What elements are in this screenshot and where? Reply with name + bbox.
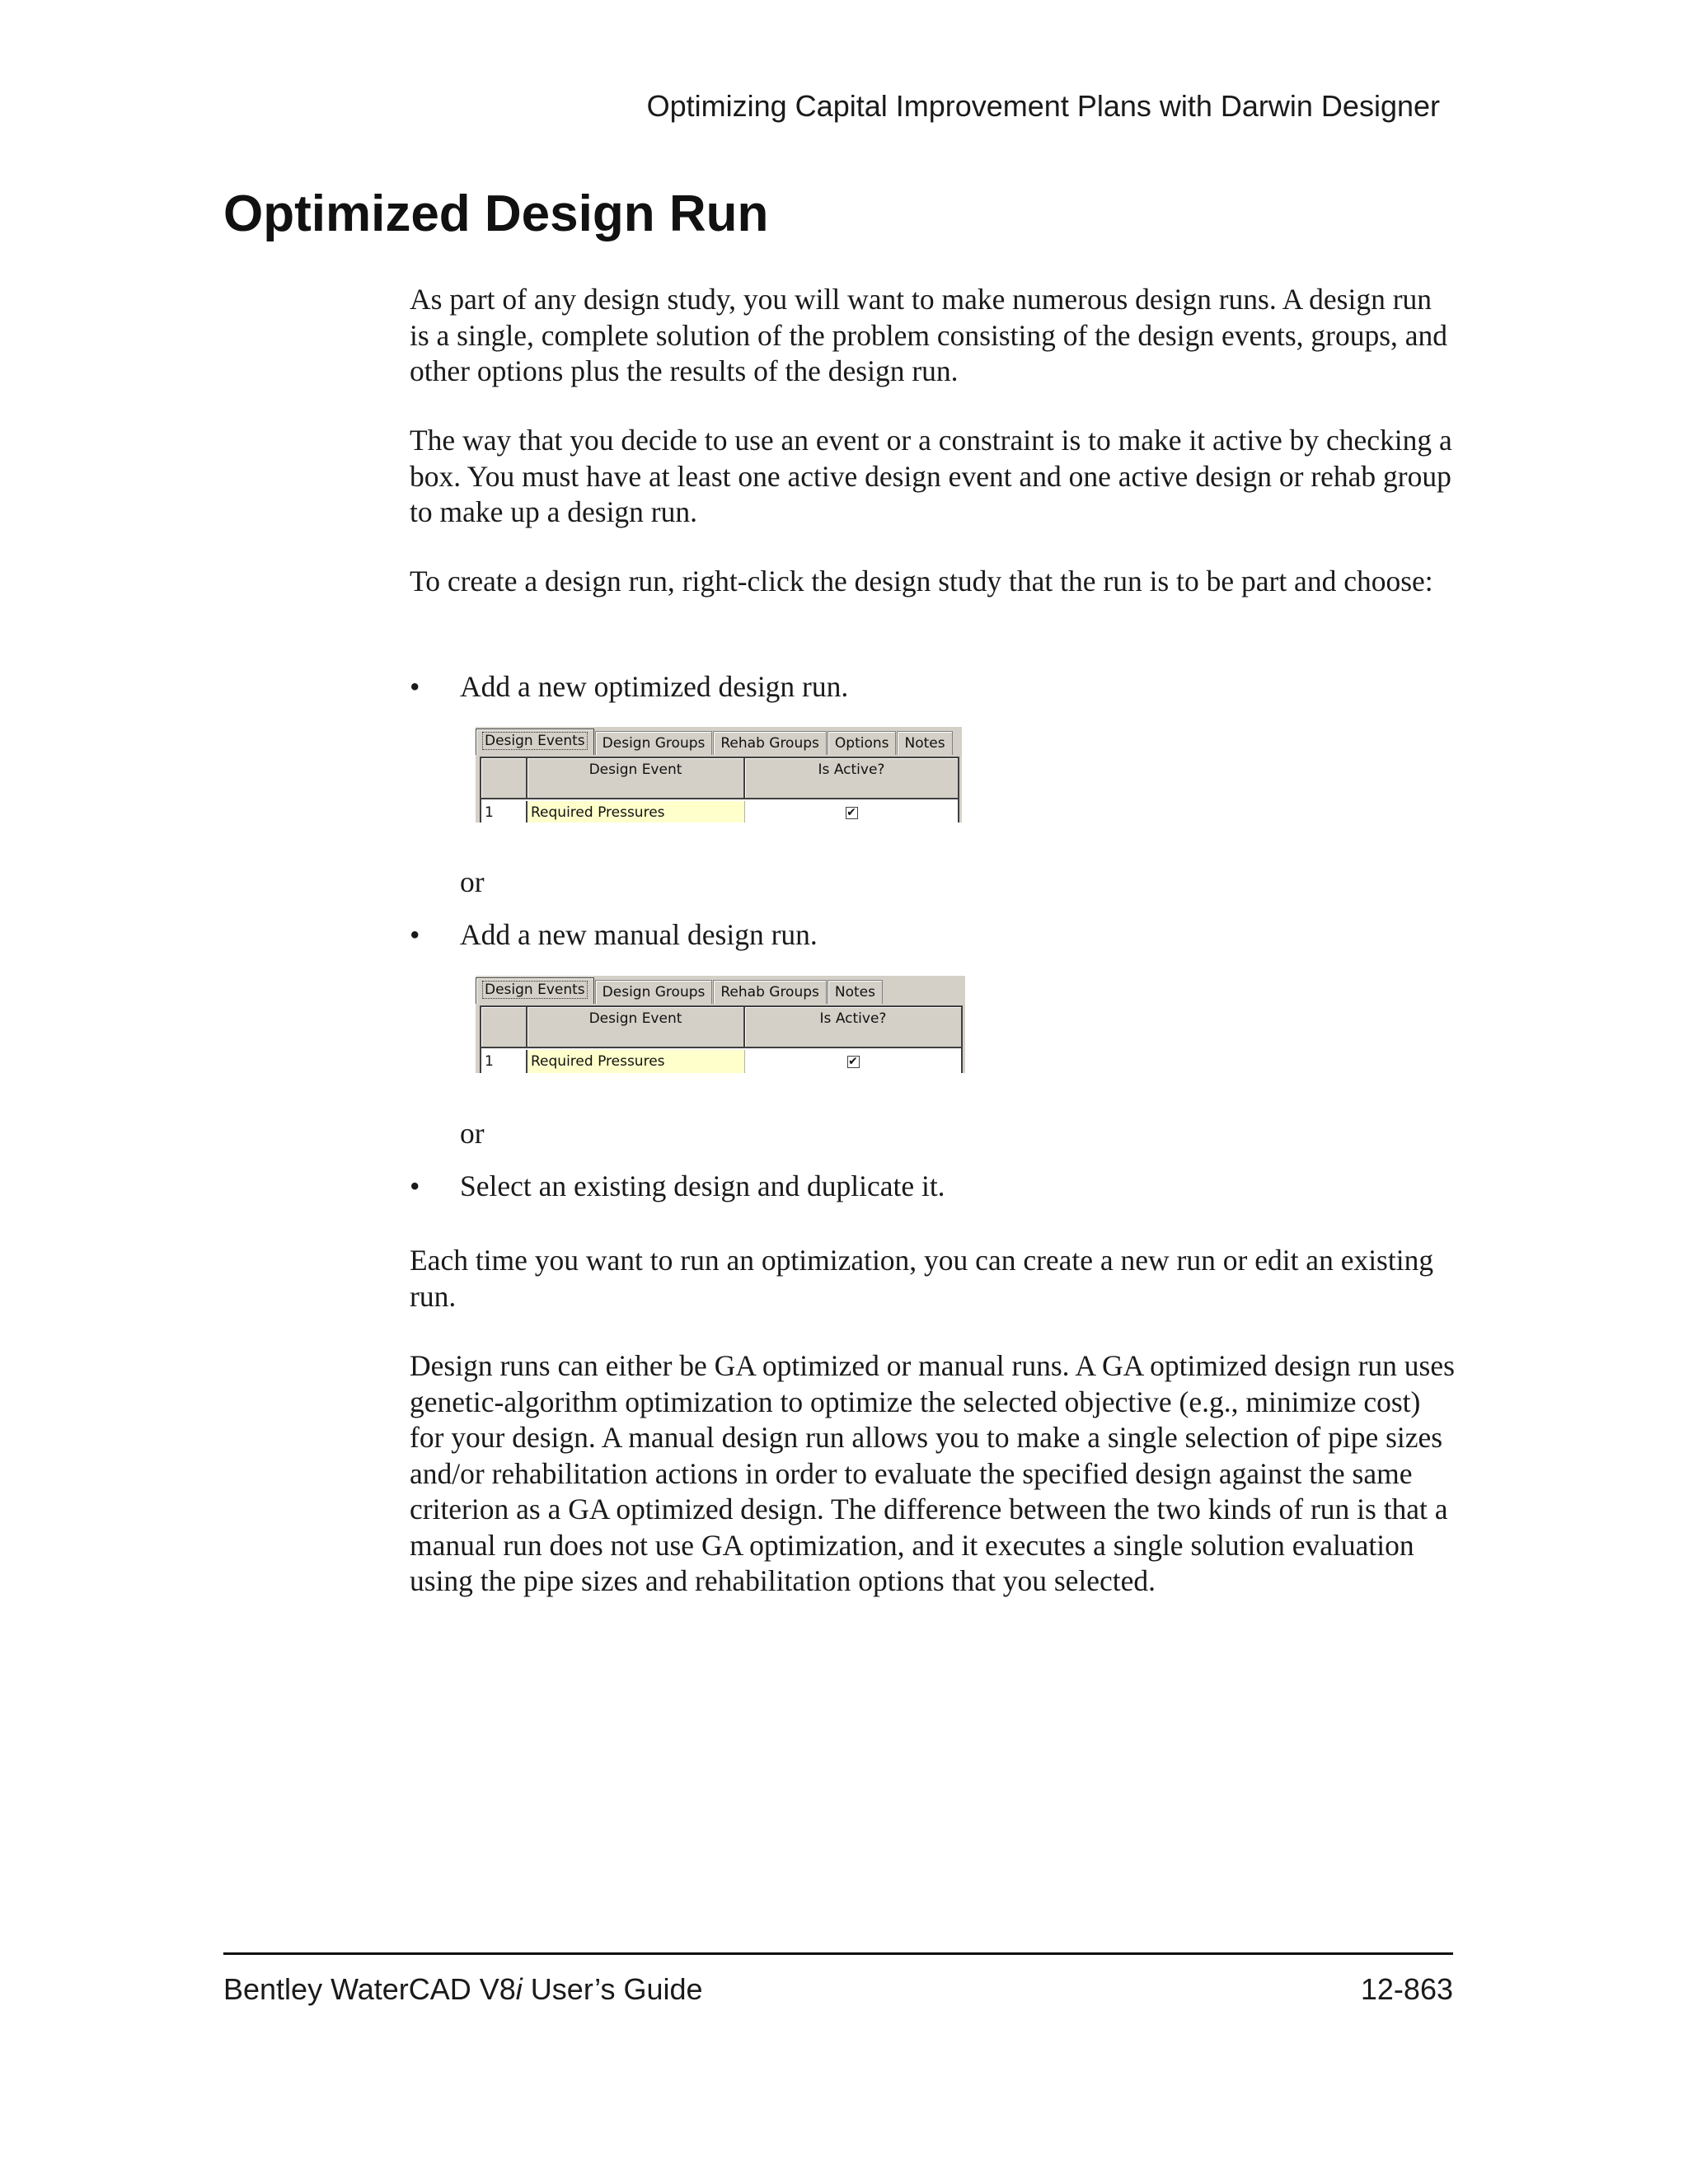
design-event-cell[interactable]: Required Pressures	[528, 1050, 745, 1073]
footer-rule	[223, 1952, 1453, 1955]
tab-rehab-groups[interactable]: Rehab Groups	[713, 980, 827, 1004]
table-header	[481, 758, 958, 799]
is-active-cell	[745, 801, 958, 823]
bullet-marker: •	[410, 918, 420, 951]
column-header-is-active: Is Active?	[745, 758, 958, 799]
tab-options[interactable]: Options	[828, 731, 897, 755]
bullet-text: Add a new manual design run.	[460, 918, 818, 951]
is-active-checkbox[interactable]: ✔	[846, 806, 856, 819]
tab-notes[interactable]: Notes	[828, 980, 883, 1004]
tab-rehab-groups[interactable]: Rehab Groups	[713, 731, 827, 755]
table-row	[481, 1050, 961, 1073]
column-header-is-active: Is Active?	[745, 1007, 961, 1048]
footer-guide-title: Bentley WaterCAD V8i User’s Guide	[223, 1972, 703, 2006]
is-active-checkbox[interactable]: ✔	[848, 1055, 858, 1068]
tab-strip	[476, 976, 884, 1004]
tab-design-events[interactable]: Design Events	[476, 729, 594, 755]
column-header-row-number	[481, 758, 528, 799]
bullet-marker: •	[410, 670, 420, 703]
paragraph-active-event: The way that you decide to use an event or a constraint is to make it active by checking a box. You must have at least one active design event and one active design or rehab group to make up a design run.	[410, 424, 1452, 528]
tab-design-events[interactable]: Design Events	[476, 977, 594, 1004]
tab-notes[interactable]: Notes	[897, 731, 952, 755]
design-events-table	[480, 757, 959, 823]
paragraph-design-run-intro: As part of any design study, you will want to make numerous design runs. A design run is a single, complete solution of the problem consisting of the design events, groups, and other options plus the results of the design run.	[410, 283, 1448, 387]
paragraph-run-optimization: Each time you want to run an optimization, you can create a new run or edit an existing run.	[410, 1244, 1434, 1313]
paragraph-create-run: To create a design run, right-click the design study that the run is to be part and choose:	[410, 565, 1433, 598]
design-events-table	[480, 1005, 963, 1073]
footer-page-number: 12-863	[1360, 1972, 1453, 2006]
bullet-text: Add a new optimized design run.	[460, 670, 849, 703]
row-number-cell: 1	[481, 1050, 528, 1073]
table-header	[481, 1007, 961, 1048]
bullet-text: Select an existing design and duplicate it.	[460, 1169, 945, 1202]
paragraph-ga-vs-manual: Design runs can either be GA optimized or manual runs. A GA optimized design run uses genetic-algorithm optimization to optimize the selected objective (e.g., minimize cost) for your design. A manual design run allows you to make a single selection of pipe sizes and/or rehabilitation actions in order to evaluate the specified design against the same criterion as a GA optimized design. The difference between the two kinds of run is that a manual run does not use GA optimization, and it executes a single solution evaluation using the pipe sizes and rehabilitation options that you selected.	[410, 1349, 1455, 1597]
page-title: Optimized Design Run	[223, 185, 769, 242]
or-separator: or	[460, 1117, 485, 1150]
design-event-cell[interactable]: Required Pressures	[528, 801, 745, 823]
is-active-cell	[745, 1050, 961, 1073]
row-number-cell: 1	[481, 801, 528, 823]
column-header-row-number	[481, 1007, 528, 1048]
tab-design-groups[interactable]: Design Groups	[595, 980, 713, 1004]
manual-run-dialog-screenshot	[476, 976, 965, 1073]
column-header-design-event: Design Event	[528, 758, 745, 799]
tab-strip	[476, 727, 954, 755]
bullet-marker: •	[410, 1169, 420, 1202]
optimized-run-dialog-screenshot	[476, 727, 962, 823]
table-row	[481, 801, 958, 823]
tab-design-groups[interactable]: Design Groups	[595, 731, 713, 755]
or-separator: or	[460, 865, 485, 898]
running-header: Optimizing Capital Improvement Plans with Darwin Designer	[646, 89, 1440, 123]
column-header-design-event: Design Event	[528, 1007, 745, 1048]
